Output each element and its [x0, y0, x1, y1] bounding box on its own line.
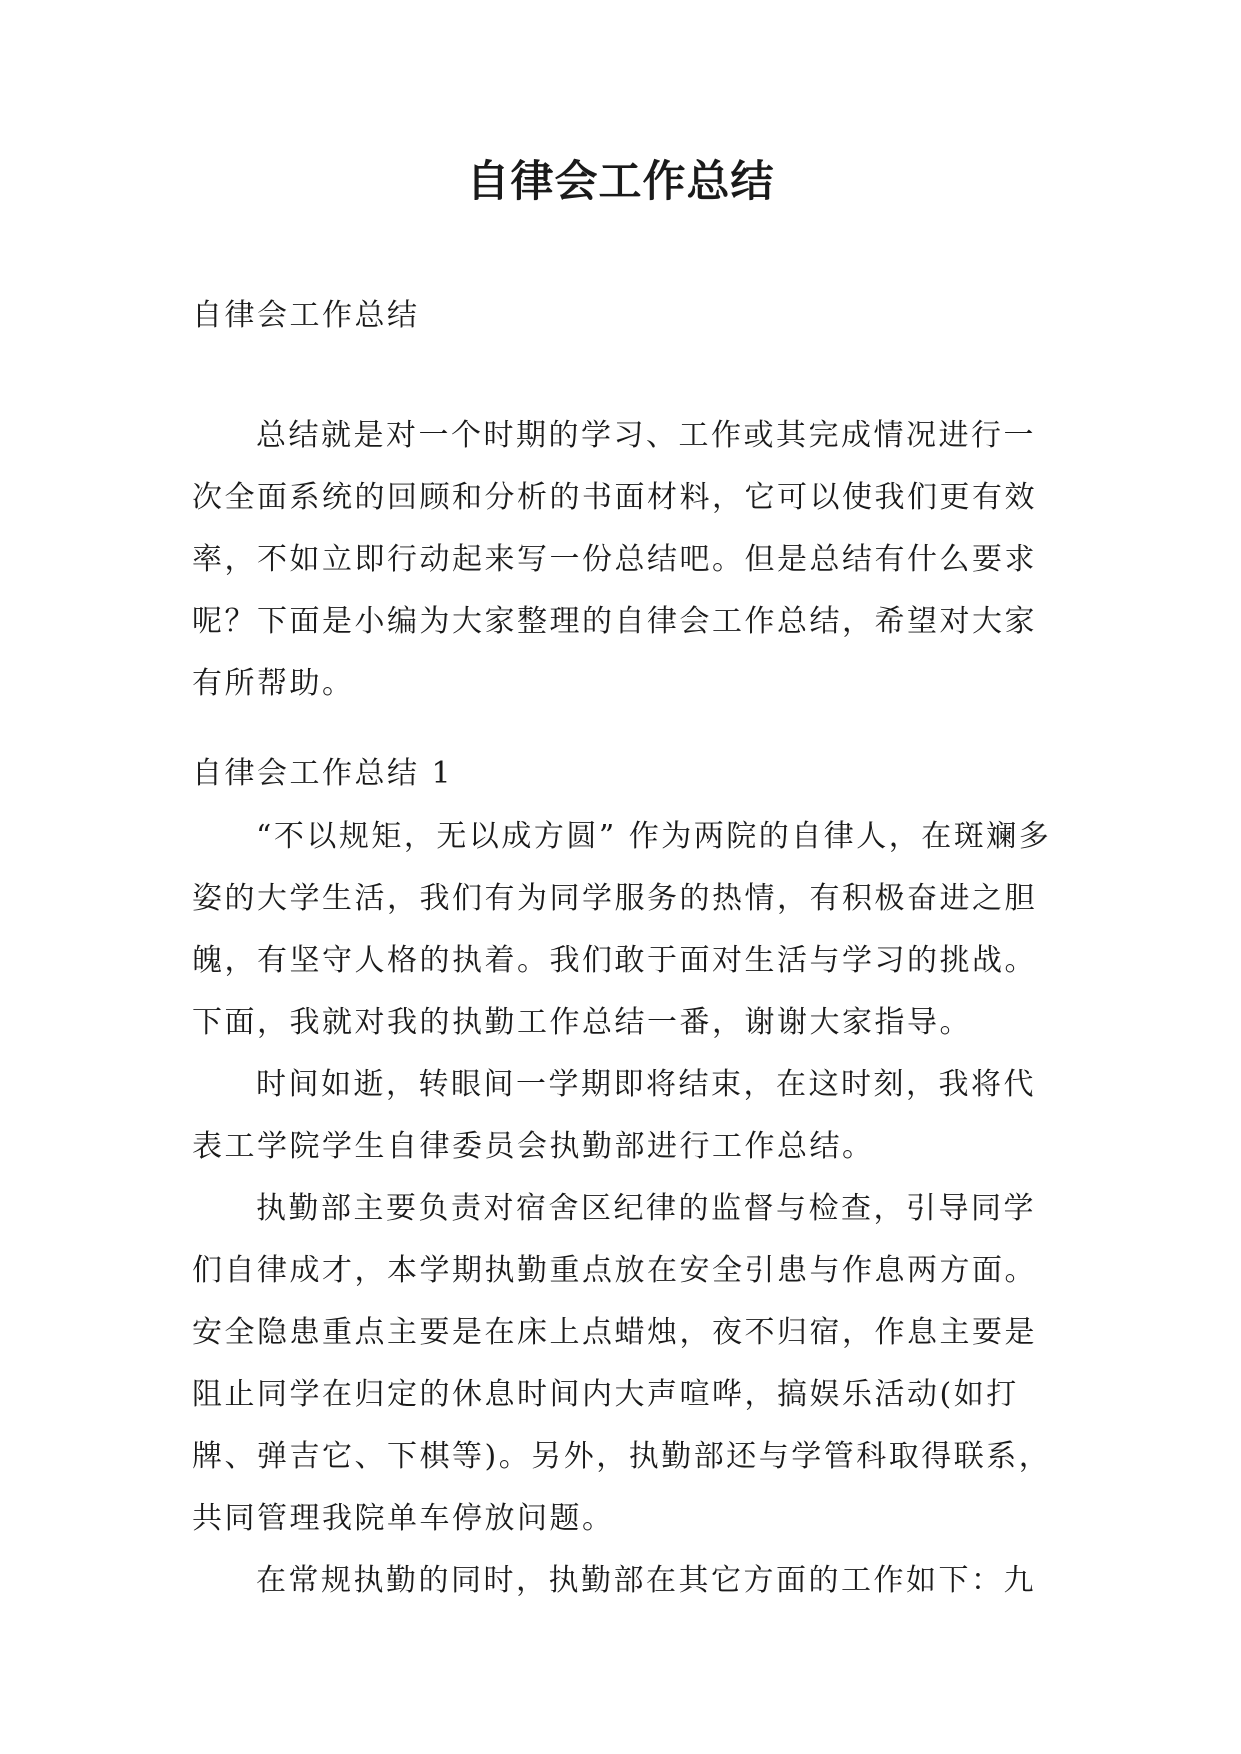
section-heading: 自律会工作总结 1	[192, 756, 454, 791]
body-paragraph: 时间如逝，转眼间一学期即将结束，在这时刻，我将代表工学院学生自律委员会执勤部进行工作总结。	[192, 1067, 1036, 1164]
intro-paragraph: 总结就是对一个时期的学习、工作或其完成情况进行一次全面系统的回顾和分析的书面材料，它可以使我们更有效率，不如立即行动起来写一份总结吧。但是总结有什么要求呢？下面是小编为大家整理的自律会工作总结，希望对大家有所帮助。	[192, 418, 1037, 701]
document-subtitle: 自律会工作总结	[192, 298, 420, 333]
body-paragraph: 在常规执勤的同时，执勤部在其它方面的工作如下：九	[256, 1563, 1036, 1598]
body-paragraph: “不以规矩，无以成方圆” 作为两院的自律人，在斑斓多姿的大学生活，我们有为同学服务的热情，有积极奋进之胆魄，有坚守人格的执着。我们敢于面对生活与学习的挑战。 下面，我就对我的执勤工作总结一番，谢谢大家指导。	[192, 819, 1052, 1040]
body-paragraph: 执勤部主要负责对宿舍区纪律的监督与检查，引导同学们自律成才，本学期执勤重点放在安全引患与作息两方面。安全隐患重点主要是在床上点蜡烛，夜不归宿，作息主要是阻止同学在归定的休息时间内大声喧哗，搞娱乐活动(如打牌、弹吉它、下棋等)。另外，执勤部还与学管科取得联系，共同管理我院单车停放问题。	[192, 1191, 1052, 1536]
section-body	[192, 806, 1062, 1612]
document-title: 自律会工作总结	[466, 157, 775, 207]
